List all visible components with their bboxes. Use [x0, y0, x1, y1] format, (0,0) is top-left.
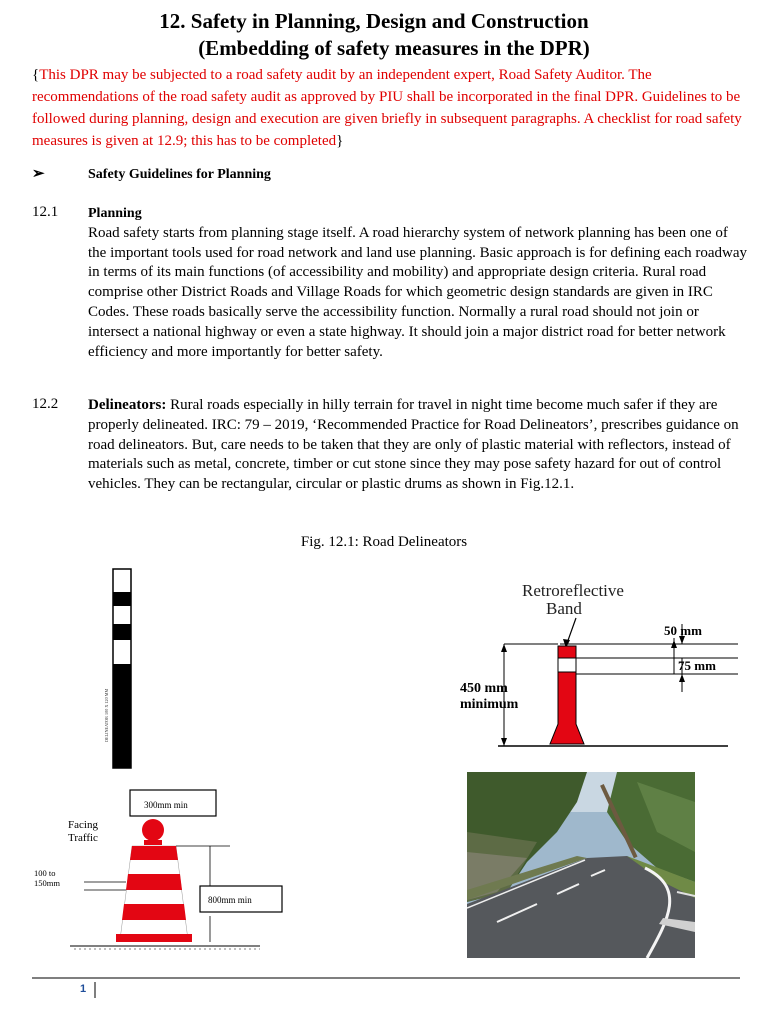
section-heading — [32, 164, 271, 183]
note-open-brace: { — [32, 67, 40, 83]
section-number-12-2: 12.2 — [32, 396, 59, 412]
section-number-12-1: 12.1 — [32, 204, 59, 220]
note-text: This DPR may be subjected to a road safety audit by an independent expert, Road Safety Auditor. The recommendations of the road safety audit as approved by PIU shall be incorporated in the final DPR. Guidelines to be followed during planning, design and execution are given briefly in subsequent paragraphs. A checklist for road safety measures is given at 12.9; this has to be completed — [32, 67, 742, 149]
band-width-1: 100 to — [34, 868, 56, 878]
section-12-2 — [88, 396, 748, 495]
road-photo — [467, 772, 695, 958]
plastic-drum-figure — [30, 786, 300, 966]
note-close-brace: } — [336, 133, 344, 149]
page-number-divider — [94, 982, 96, 998]
section-12-1-body: Road safety starts from planning stage itself. A road hierarchy system of network planning has been one of the important tools used for road network and land use planning. Basic approach is for defining each roadway in terms of its main functions (of accessibility and mobility) and appropriate design criteria. Rural road comprise other District Roads and Village Roads for which geometric design standards are given in IRC Codes. These roads basically serve the accessibility function. Normally a rural road should not join or intersect a national highway or even a state highway. It should join a major district road for better network efficiency and more importantly for better safety. — [88, 224, 747, 360]
page-title: 12. Safety in Planning, Design and Construction — [159, 9, 589, 33]
footer-divider — [32, 977, 740, 979]
arrow-bullet-icon: ➢ — [32, 166, 45, 182]
dim-minimum: minimum — [460, 697, 519, 712]
post-label: DELINEATOR 100 X 120 MM — [104, 688, 109, 742]
section-12-1 — [88, 204, 748, 362]
band-width-2: 150mm — [34, 878, 60, 888]
dim-75mm: 75 mm — [678, 658, 716, 673]
delineator-post-figure — [96, 566, 156, 772]
page-subtitle: (Embedding of safety measures in the DPR) — [198, 36, 590, 60]
dim-450mm: 450 mm — [460, 681, 508, 696]
retroreflective-delineator-figure — [448, 574, 748, 760]
retro-title-2: Band — [546, 599, 582, 618]
dim-50mm: 50 mm — [664, 623, 702, 638]
retro-title-1: Retroreflective — [522, 581, 624, 600]
drum-top-label: 300mm min — [144, 800, 188, 810]
drum-height-label: 800mm min — [208, 895, 252, 905]
audit-note — [32, 64, 748, 152]
section-12-2-heading: Delineators: — [88, 397, 167, 413]
page-number: 1 — [80, 983, 87, 995]
figure-caption: Fig. 12.1: Road Delineators — [300, 534, 468, 550]
facing-traffic-2: Traffic — [68, 832, 98, 844]
section-12-2-body: Rural roads especially in hilly terrain for travel in night time become much safer if they are properly delineated. IRC: 79 – 2019, ‘Recommended Practice for Road Delineators’, prescribes guidance on road delineators. But, care needs to be taken that they are only of plastic material with reflectors, instead of materials such as metal, concrete, timber or cut stone since they may pose safety hazard for out of control vehicles. They can be rectangular, circular or plastic drums as shown in Fig.12.1. — [88, 397, 739, 493]
facing-traffic-1: Facing — [68, 819, 98, 831]
section-12-1-heading: Planning — [88, 206, 142, 221]
section-heading-text: Safety Guidelines for Planning — [88, 167, 271, 182]
